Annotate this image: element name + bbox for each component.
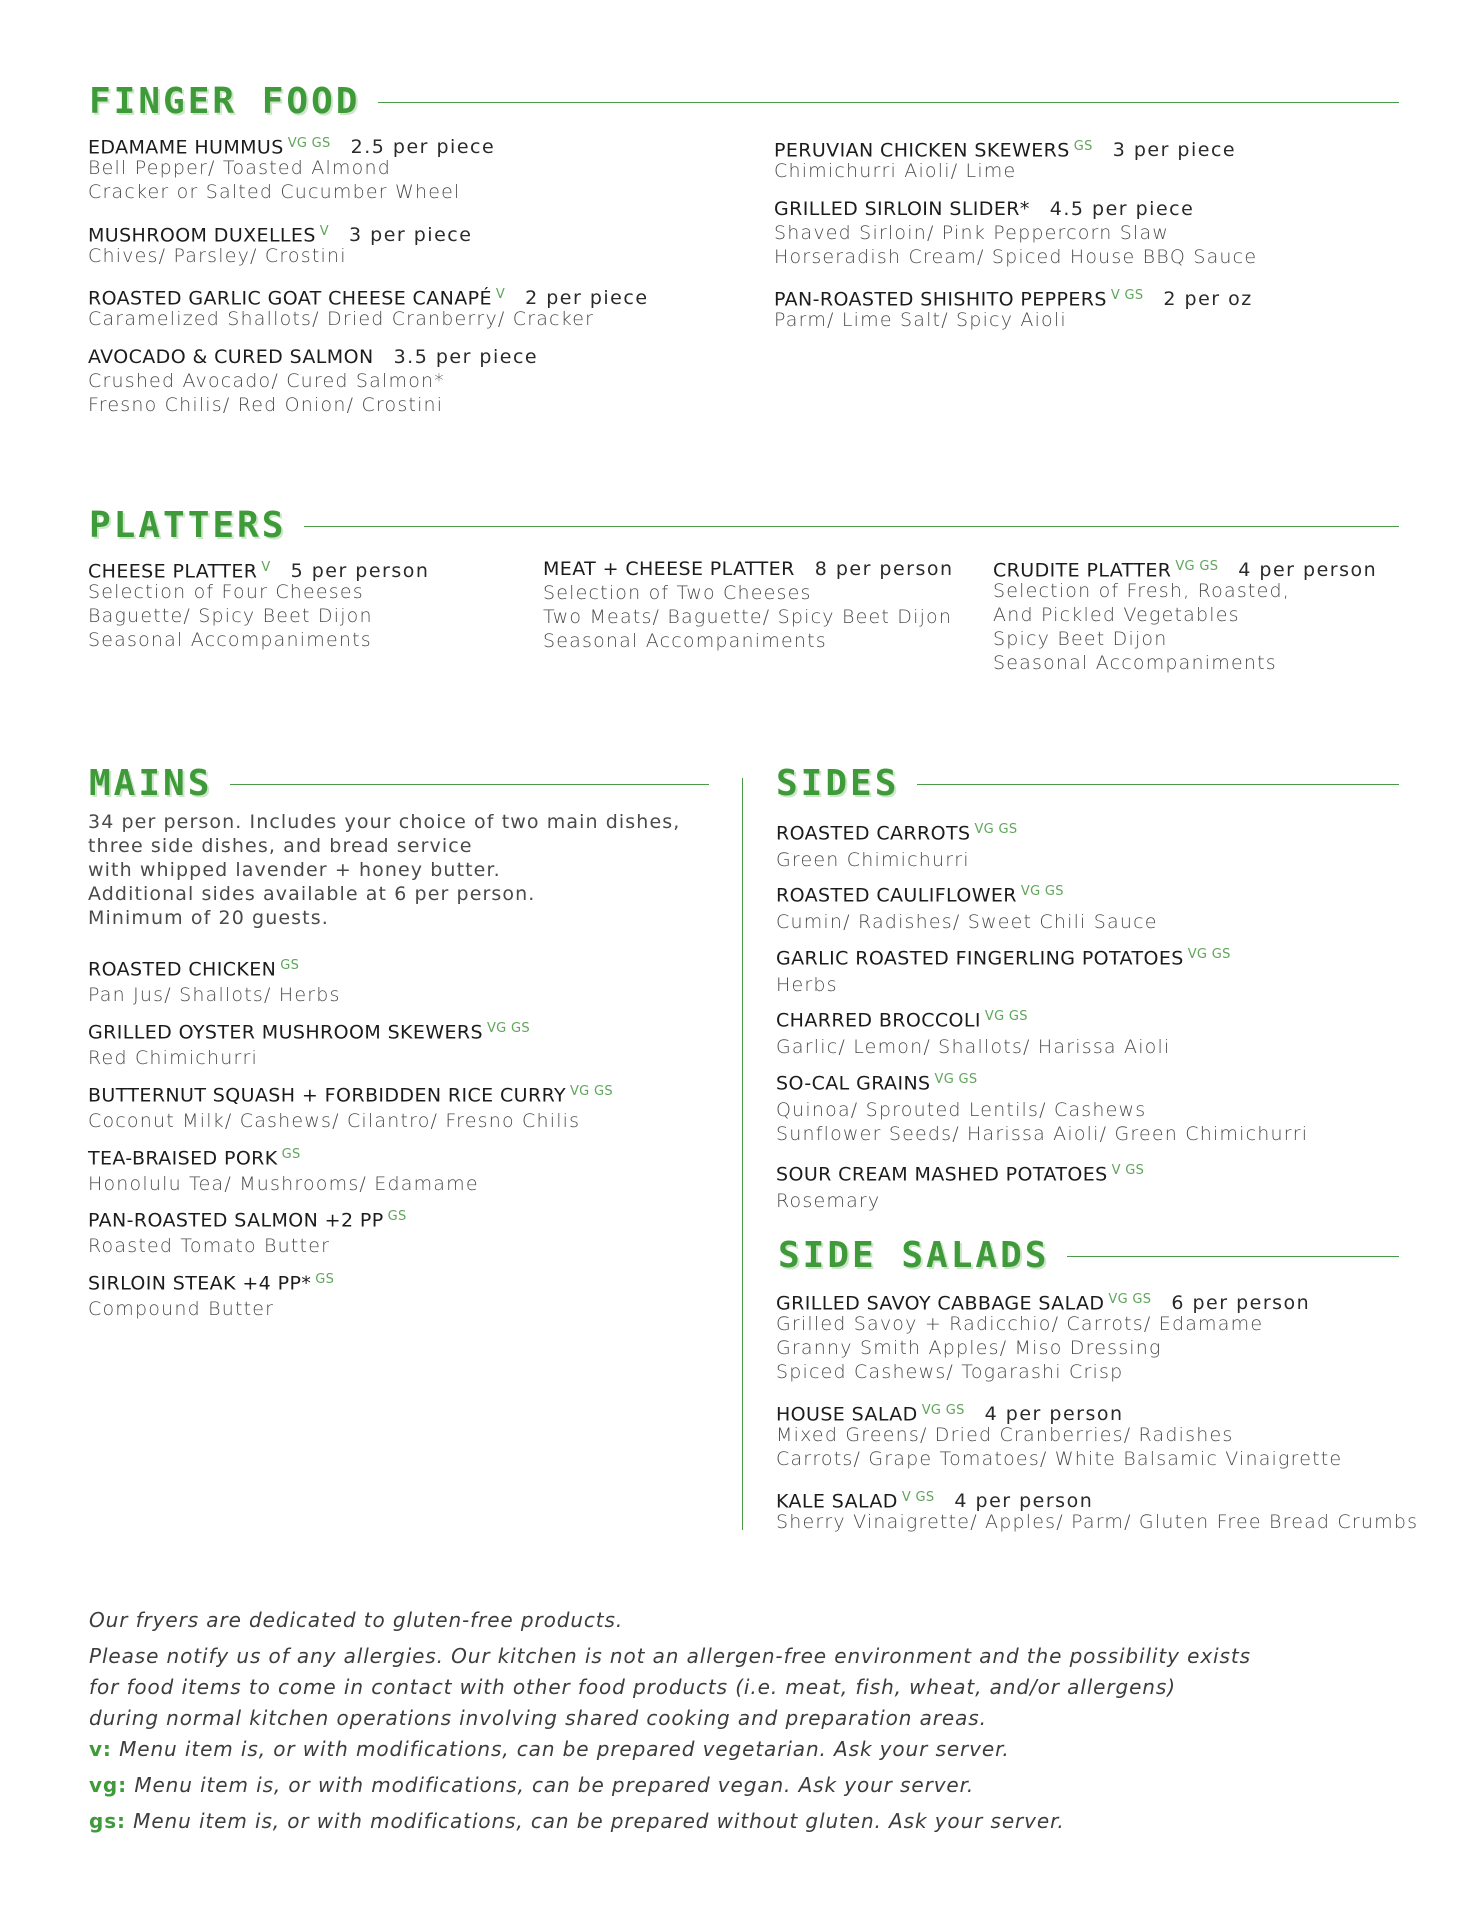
item-desc: Rosemary: [776, 1190, 881, 1212]
diet-tags: VG GS: [287, 136, 331, 151]
menu-item: [776, 1288, 1310, 1384]
item-name: KALE SALAD: [776, 1490, 898, 1513]
legend-abbr: gs:: [89, 1809, 126, 1833]
diet-tags: VG GS: [934, 1072, 978, 1087]
item-desc: Compound Butter: [88, 1298, 275, 1320]
item-desc: Granny Smith Apples/ Miso Dressing: [776, 1337, 1162, 1359]
menu-item: [776, 943, 1231, 997]
item-desc: Chives/ Parsley/ Crostini: [88, 245, 347, 267]
item-price: 4 per person: [954, 1490, 1094, 1513]
section-divider: [304, 526, 1399, 527]
item-name: ROASTED CAULIFLOWER: [776, 884, 1017, 907]
diet-tags: GS: [280, 958, 300, 973]
item-desc: Honolulu Tea/ Mushrooms/ Edamame: [88, 1173, 479, 1195]
menu-item: [774, 135, 1236, 183]
legend-vegan: [89, 1770, 1251, 1801]
menu-item: [88, 220, 472, 268]
diet-tags: V GS: [1111, 1163, 1145, 1178]
footer-notes: [89, 1605, 1251, 1837]
item-name: GRILLED SAVOY CABBAGE SALAD: [776, 1292, 1105, 1315]
menu-item: [88, 1268, 334, 1321]
item-price: 3 per piece: [1112, 139, 1237, 162]
menu-item: [88, 954, 341, 1007]
menu-item: [774, 197, 1257, 269]
item-desc: Caramelized Shallots/ Dried Cranberry/ Cracker: [88, 308, 595, 330]
diet-tags: V GS: [1110, 288, 1144, 303]
diet-tags: GS: [387, 1209, 407, 1224]
diet-tags: GS: [281, 1147, 301, 1162]
allergy-note: during normal kitchen operations involving shared cooking and preparation areas.: [89, 1706, 987, 1730]
item-desc: Herbs: [776, 974, 838, 996]
intro-line: three side dishes, and bread service: [88, 835, 473, 857]
legend-text: Menu item is, or with modifications, can be prepared vegan. Ask your server.: [127, 1773, 975, 1797]
intro-line: Minimum of 20 guests.: [88, 907, 329, 929]
item-name: PAN-ROASTED SALMON +2 PP: [88, 1209, 384, 1232]
platters-header: [89, 505, 1399, 546]
item-name: PERUVIAN CHICKEN SKEWERS: [774, 139, 1070, 162]
item-desc: Bell Pepper/ Toasted Almond: [88, 157, 391, 179]
side-salads-header: [778, 1235, 1399, 1276]
item-desc: Roasted Tomato Butter: [88, 1235, 331, 1257]
item-price: 3.5 per piece: [393, 346, 539, 368]
item-desc: Seasonal Accompaniments: [543, 630, 827, 652]
item-desc: Sherry Vinaigrette/ Apples/ Parm/ Gluten Free Bread Crumbs: [776, 1511, 1419, 1533]
intro-line: Additional sides available at 6 per person.: [88, 883, 536, 905]
item-name: CRUDITE PLATTER: [993, 559, 1172, 582]
legend-abbr: vg:: [89, 1773, 128, 1797]
item-desc: Sunflower Seeds/ Harissa Aioli/ Green Chimichurri: [776, 1123, 1309, 1145]
diet-tags: VG GS: [569, 1084, 613, 1099]
menu-item: [543, 557, 954, 653]
item-name: CHEESE PLATTER: [88, 560, 258, 583]
mains-header: [89, 763, 709, 804]
section-title: MAINS: [89, 763, 213, 804]
menu-item: [776, 880, 1158, 934]
menu-item: [993, 555, 1377, 675]
intro-line: 34 per person. Includes your choice of two main dishes,: [88, 811, 681, 833]
item-name: ROASTED GARLIC GOAT CHEESE CANAPÉ: [88, 287, 492, 310]
menu-item: [88, 132, 495, 204]
diet-tags: V GS: [901, 1490, 935, 1505]
item-desc: Pan Jus/ Shallots/ Herbs: [88, 984, 341, 1006]
menu-item: [776, 1399, 1342, 1471]
legend-vegetarian: [89, 1734, 1251, 1765]
item-desc: Fresno Chilis/ Red Onion/ Crostini: [88, 394, 444, 416]
item-desc: Seasonal Accompaniments: [993, 652, 1277, 674]
allergy-note: Please notify us of any allergies. Our kitchen is not an allergen-free environment and the possibility exists: [89, 1644, 1251, 1668]
section-divider: [917, 784, 1399, 785]
item-desc: Parm/ Lime Salt/ Spicy Aioli: [774, 309, 1067, 331]
item-price: 3 per piece: [349, 224, 473, 247]
item-price: 8 per person: [814, 558, 954, 580]
item-price: 4 per person: [1238, 559, 1378, 582]
item-name: SO-CAL GRAINS: [776, 1072, 931, 1095]
item-name: GRILLED OYSTER MUSHROOM SKEWERS: [88, 1021, 483, 1044]
diet-tags: VG GS: [921, 1403, 965, 1418]
item-price: 4 per person: [984, 1403, 1124, 1426]
item-name: AVOCADO & CURED SALMON: [88, 346, 374, 368]
item-desc: Shaved Sirloin/ Pink Peppercorn Slaw: [774, 222, 1170, 244]
diet-tags: V: [319, 224, 329, 239]
item-name: SOUR CREAM MASHED POTATOES: [776, 1163, 1108, 1186]
item-desc: Cracker or Salted Cucumber Wheel: [88, 181, 461, 203]
item-desc: Selection of Two Cheeses: [543, 582, 812, 604]
legend-abbr: v:: [89, 1737, 112, 1761]
section-divider: [1067, 1256, 1399, 1257]
menu-item: [776, 818, 1017, 872]
item-desc: And Pickled Vegetables: [993, 604, 1240, 626]
item-desc: Spicy Beet Dijon: [993, 628, 1168, 650]
section-divider: [378, 102, 1399, 103]
menu-item: [88, 345, 538, 417]
legend-text: Menu item is, or with modifications, can be prepared without gluten. Ask your server.: [125, 1809, 1065, 1833]
mains-intro: [88, 810, 680, 930]
diet-tags: VG GS: [1108, 1292, 1152, 1307]
item-name: HOUSE SALAD: [776, 1403, 918, 1426]
item-desc: Baguette/ Spicy Beet Dijon: [88, 605, 373, 627]
item-desc: Horseradish Cream/ Spiced House BBQ Sauce: [774, 246, 1258, 268]
item-desc: Two Meats/ Baguette/ Spicy Beet Dijon: [543, 606, 953, 628]
menu-item: [88, 1080, 613, 1133]
item-desc: Crushed Avocado/ Cured Salmon*: [88, 370, 445, 392]
item-desc: Coconut Milk/ Cashews/ Cilantro/ Fresno Chilis: [88, 1110, 581, 1132]
item-name: BUTTERNUT SQUASH + FORBIDDEN RICE CURRY: [88, 1084, 566, 1107]
item-name: ROASTED CARROTS: [776, 822, 971, 845]
item-name: GARLIC ROASTED FINGERLING POTATOES: [776, 947, 1184, 970]
legend-text: Menu item is, or with modifications, can be prepared vegetarian. Ask your server.: [111, 1737, 1010, 1761]
section-title: FINGER FOOD: [89, 81, 361, 122]
diet-tags: V: [261, 560, 271, 575]
menu-item: [776, 1005, 1170, 1059]
item-name: PAN-ROASTED SHISHITO PEPPERS: [774, 288, 1107, 311]
item-desc: Spiced Cashews/ Togarashi Crisp: [776, 1361, 1124, 1383]
diet-tags: VG GS: [486, 1021, 530, 1036]
section-title: PLATTERS: [89, 505, 287, 546]
menu-item: [776, 1159, 1144, 1213]
allergy-note: for food items to come in contact with other food products (i.e. meat, fish, wheat, and/or allergens): [89, 1675, 1176, 1699]
menu-item: [88, 1143, 479, 1196]
item-price: 6 per person: [1171, 1292, 1311, 1315]
section-title: SIDES: [776, 763, 900, 804]
item-name: MEAT + CHEESE PLATTER: [543, 558, 795, 580]
item-desc: Quinoa/ Sprouted Lentils/ Cashews: [776, 1099, 1147, 1121]
section-title: SIDE SALADS: [778, 1235, 1050, 1276]
menu-item: [776, 1486, 1418, 1534]
finger-food-header: [89, 81, 1399, 122]
diet-tags: VG GS: [974, 822, 1018, 837]
item-price: 4.5 per piece: [1049, 198, 1195, 220]
diet-tags: VG GS: [984, 1009, 1028, 1024]
item-desc: Red Chimichurri: [88, 1047, 258, 1069]
menu-item: [88, 283, 649, 331]
item-desc: Mixed Greens/ Dried Cranberries/ Radishes: [776, 1424, 1234, 1446]
item-name: EDAMAME HUMMUS: [88, 136, 284, 159]
diet-tags: VG GS: [1187, 947, 1231, 962]
diet-tags: GS: [1073, 139, 1093, 154]
item-desc: Cumin/ Radishes/ Sweet Chili Sauce: [776, 911, 1158, 933]
diet-tags: VG GS: [1175, 559, 1219, 574]
menu-item: [88, 556, 429, 652]
item-name: GRILLED SIRLOIN SLIDER*: [774, 198, 1030, 220]
diet-tags: V: [495, 287, 506, 302]
item-desc: Seasonal Accompaniments: [88, 629, 372, 651]
item-desc: Garlic/ Lemon/ Shallots/ Harissa Aioli: [776, 1036, 1171, 1058]
item-desc: Grilled Savoy + Radicchio/ Carrots/ Edamame: [776, 1313, 1264, 1335]
menu-item: [776, 1068, 1308, 1146]
item-name: ROASTED CHICKEN: [88, 958, 277, 981]
menu-item: [774, 284, 1253, 332]
diet-tags: GS: [315, 1272, 335, 1287]
item-name: SIRLOIN STEAK +4 PP*: [88, 1272, 312, 1295]
item-name: MUSHROOM DUXELLES: [88, 224, 316, 247]
item-desc: Green Chimichurri: [776, 849, 970, 871]
item-desc: Chimichurri Aioli/ Lime: [774, 160, 1017, 182]
item-name: TEA-BRAISED PORK: [88, 1147, 278, 1170]
item-desc: Selection of Four Cheeses: [88, 581, 364, 603]
item-price: 2 per piece: [525, 287, 649, 310]
legend-gluten-free: [89, 1806, 1251, 1837]
item-price: 5 per person: [290, 560, 430, 583]
sides-header: [776, 763, 1399, 804]
fryer-note: Our fryers are dedicated to gluten-free products.: [89, 1608, 624, 1632]
section-divider: [230, 784, 709, 785]
item-desc: Selection of Fresh, Roasted,: [993, 580, 1290, 602]
diet-tags: VG GS: [1020, 884, 1064, 899]
item-desc: Carrots/ Grape Tomatoes/ White Balsamic Vinaigrette: [776, 1448, 1343, 1470]
menu-item: [88, 1017, 530, 1070]
item-name: CHARRED BROCCOLI: [776, 1009, 981, 1032]
item-price: 2.5 per piece: [350, 136, 496, 159]
menu-item: [88, 1205, 407, 1258]
intro-line: with whipped lavender + honey butter.: [88, 859, 501, 881]
column-divider: [742, 778, 743, 1530]
item-price: 2 per oz: [1163, 288, 1253, 311]
